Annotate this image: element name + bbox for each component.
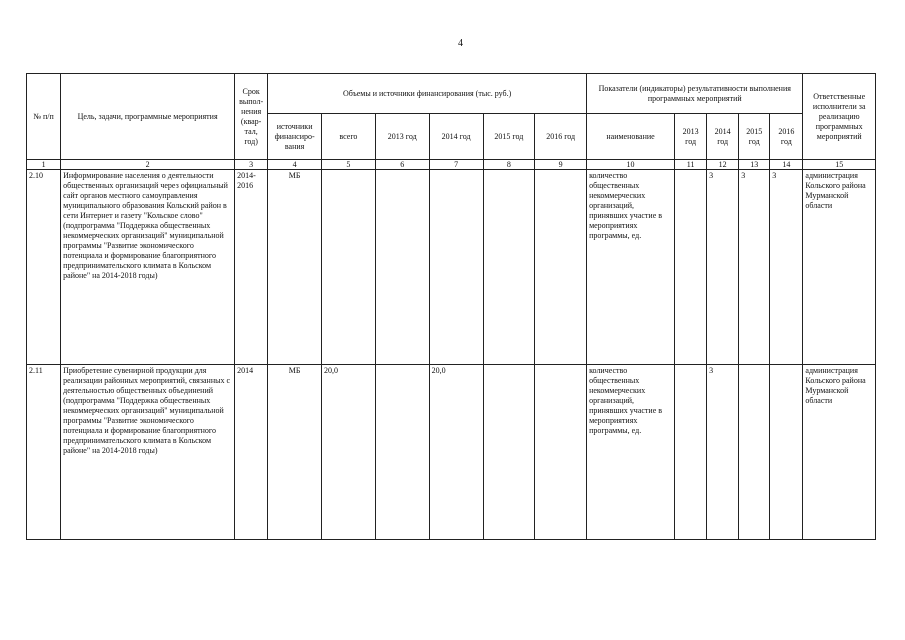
row-num: 2.10 [27,170,61,365]
row-ind-2015: 3 [739,170,770,365]
row-ind-2014: 3 [707,365,739,540]
header-term: Срок выпол-нения (квар-тал, год) [235,74,268,160]
header-ind-2013: 2013 год [675,114,707,160]
row-responsible: администрация Кольского района Мурманской области [803,365,876,540]
col-number: 1 [27,160,61,170]
header-num: № п/п [27,74,61,160]
col-number: 9 [535,160,587,170]
col-number: 5 [322,160,376,170]
row-2013 [375,170,429,365]
row-total: 20,0 [322,365,376,540]
row-num: 2.11 [27,365,61,540]
header-2014: 2014 год [429,114,483,160]
row-2013 [375,365,429,540]
header-responsible: Ответственные исполнители за реализацию программных мероприятий [803,74,876,160]
row-2016 [535,365,587,540]
page-number: 4 [458,38,463,49]
row-ind-2016 [770,365,803,540]
row-2015 [483,170,535,365]
row-2014: 20,0 [429,365,483,540]
header-finance-group: Объемы и источники финансирования (тыс. руб.) [268,74,587,114]
row-source: МБ [268,365,322,540]
row-goal: Информирование населения о деятельности общественных организаций через официальный сайт органов местного самоуправления муниципального образования Кольский район в сети Интернет и газету "Кольское слово" (подпрограмма "Поддержка общественных некоммерческих организаций" муниципальной программы "Развитие экономического потенциала и формирование благоприятного предпринимательского климата в Кольском районе" на 2014-2018 годы) [61,170,235,365]
row-2016 [535,170,587,365]
header-goal: Цель, задачи, программные мероприятия [61,74,235,160]
row-indicator: количество общественных некоммерческих организаций, принявших участие в мероприятиях программы, ед. [587,170,675,365]
header-indicator-name: наименование [587,114,675,160]
row-responsible: администрация Кольского района Мурманской области [803,170,876,365]
row-ind-2013 [675,365,707,540]
row-ind-2014: 3 [707,170,739,365]
col-number: 2 [61,160,235,170]
col-number: 11 [675,160,707,170]
header-2015: 2015 год [483,114,535,160]
column-number-row [27,160,876,170]
header-indicators-group: Показатели (индикаторы) результативности выполнения программных мероприятий [587,74,803,114]
row-2015 [483,365,535,540]
row-indicator: количество общественных некоммерческих организаций, принявших участие в мероприятиях программы, ед. [587,365,675,540]
row-goal: Приобретение сувенирной продукции для реализации районных мероприятий, связанных с деятельностью общественных объединений (подпрограмма "Поддержка общественных некоммерческих организаций" муниципальной программы "Развитие экономического потенциала и формирование благоприятного предпринимательского климата в Кольском районе" на 2014-2018 годы) [61,365,235,540]
row-term: 2014-2016 [235,170,268,365]
row-total [322,170,376,365]
header-source: источники финансиро-вания [268,114,322,160]
header-total: всего [322,114,376,160]
row-ind-2013 [675,170,707,365]
col-number: 14 [770,160,803,170]
header-ind-2015: 2015 год [739,114,770,160]
table-row [27,170,876,365]
header-ind-2016: 2016 год [770,114,803,160]
row-term: 2014 [235,365,268,540]
col-number: 7 [429,160,483,170]
col-number: 6 [375,160,429,170]
row-source: МБ [268,170,322,365]
row-ind-2016: 3 [770,170,803,365]
table-row [27,365,876,540]
header-2016: 2016 год [535,114,587,160]
col-number: 13 [739,160,770,170]
row-2014 [429,170,483,365]
col-number: 12 [707,160,739,170]
col-number: 3 [235,160,268,170]
col-number: 10 [587,160,675,170]
row-ind-2015 [739,365,770,540]
col-number: 8 [483,160,535,170]
program-measures-table [26,73,876,540]
col-number: 15 [803,160,876,170]
col-number: 4 [268,160,322,170]
header-ind-2014: 2014 год [707,114,739,160]
header-2013: 2013 год [375,114,429,160]
